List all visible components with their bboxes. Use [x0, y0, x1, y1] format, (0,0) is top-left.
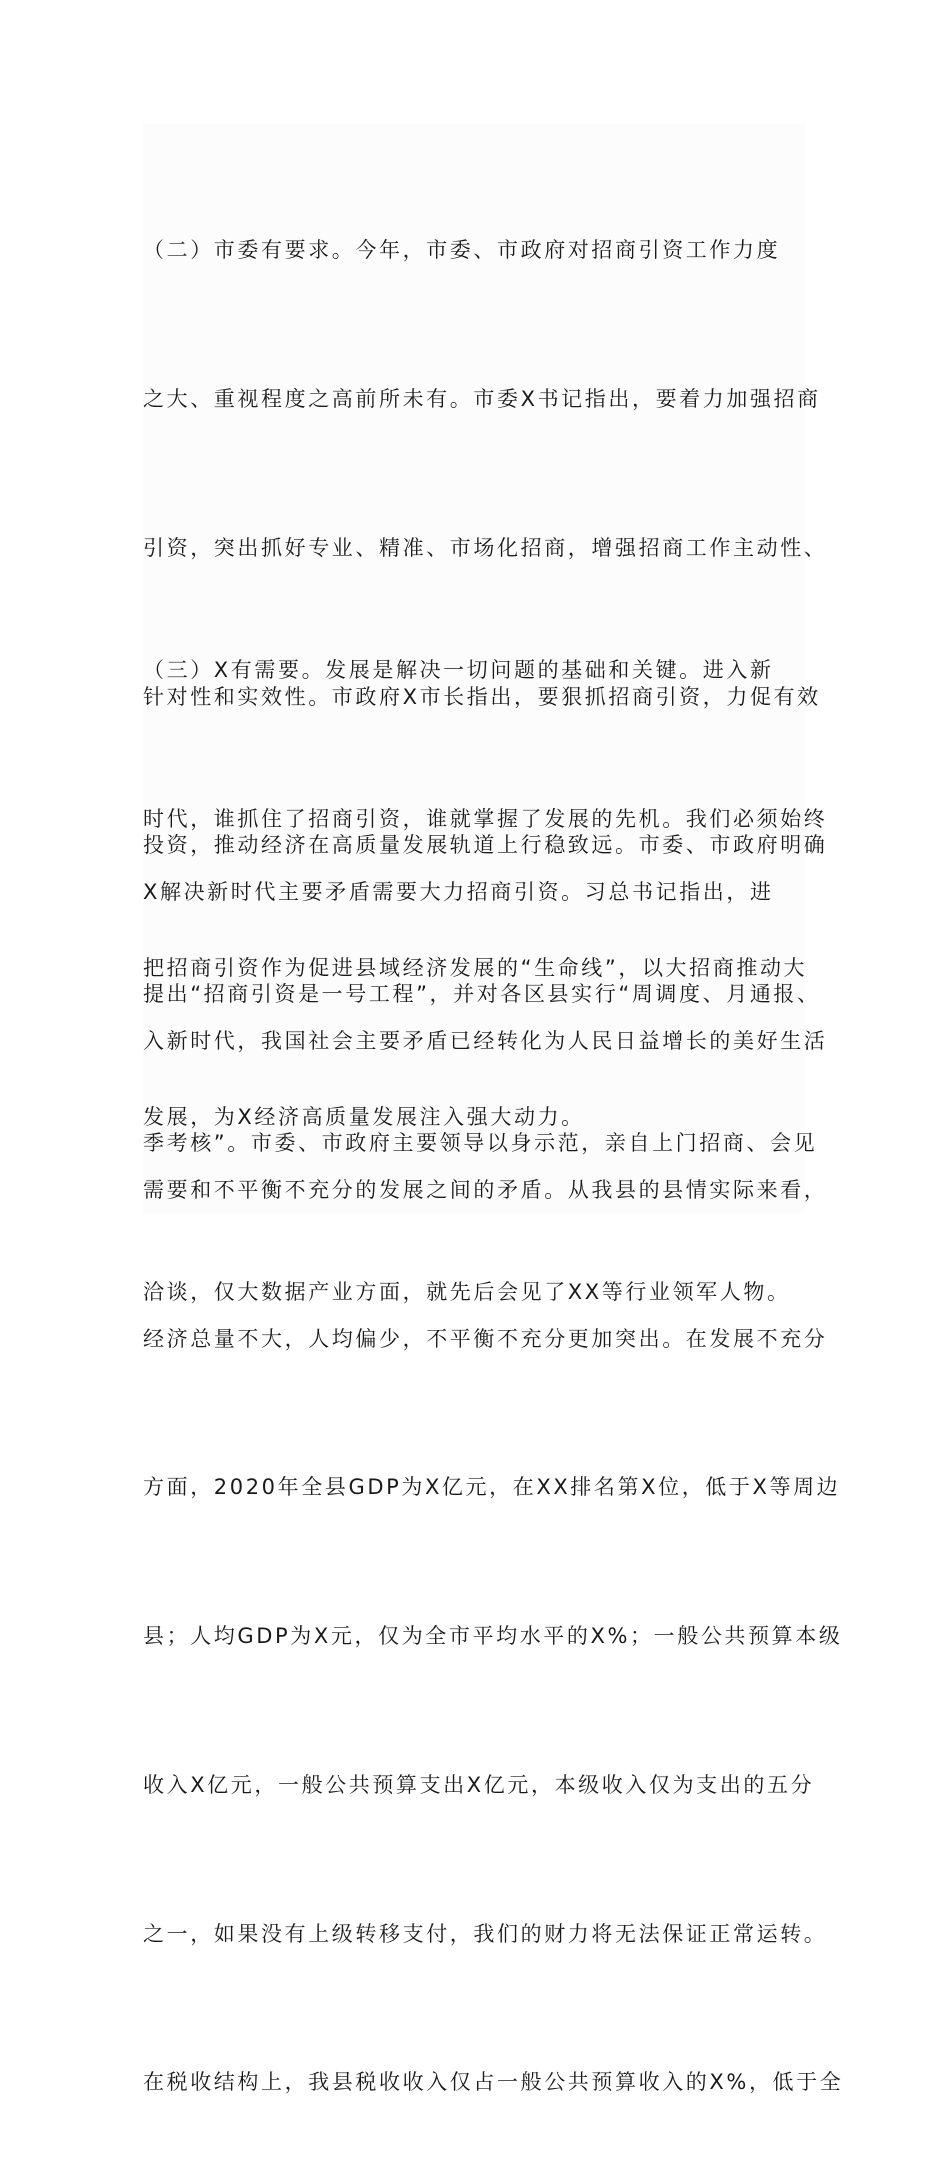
text-line: （三）X有需要。发展是解决一切问题的基础和关键。进入新	[143, 658, 774, 683]
text-line: 投资，推动经济在高质量发展轨道上行稳致远。市委、市政府明确	[143, 833, 828, 858]
text-line: （二）市委有要求。今年，市委、市政府对招商引资工作力度	[143, 238, 781, 263]
text-line: 在税收结构上，我县税收收入仅占一般公共预算收入的X%，低于全	[143, 2070, 844, 2095]
text-line: 入新时代，我国社会主要矛盾已经转化为人民日益增长的美好生活	[143, 1028, 828, 1053]
text-line: 把招商引资作为促进县域经济发展的“生命线”，以大招商推动大	[143, 955, 808, 980]
text-line: 针对性和实效性。市政府X市长指出，要狠抓招商引资，力促有效	[143, 684, 821, 709]
text-line: 季考核”。市委、市政府主要领导以身示范，亲自上门招商、会见	[143, 1130, 818, 1155]
text-line: X解决新时代主要矛盾需要大力招商引资。习总书记指出，进	[143, 880, 774, 905]
text-line: 需要和不平衡不充分的发展之间的矛盾。从我县的县情实际来看，	[143, 1177, 828, 1202]
paragraph-main-contradiction	[143, 769, 844, 2158]
text-line: 县；人均GDP为X元，仅为全市平均水平的X%；一般公共预算本级	[143, 1624, 843, 1649]
text-line: 发展，为X经济高质量发展注入强大动力。	[143, 1104, 585, 1129]
text-line: 方面，2020年全县GDP为X亿元，在XX排名第X位，低于X等周边	[143, 1475, 841, 1500]
text-line: 收入X亿元，一般公共预算支出X亿元，本级收入仅为支出的五分	[143, 1772, 815, 1797]
text-line: 之一，如果没有上级转移支付，我们的财力将无法保证正常运转。	[143, 1921, 828, 1946]
text-line: 洽谈，仅大数据产业方面，就先后会见了XX等行业领军人物。	[143, 1279, 791, 1304]
text-line: 之大、重视程度之高前所未有。市委X书记指出，要着力加强招商	[143, 386, 821, 411]
text-line: 时代，谁抓住了招商引资，谁就掌握了发展的先机。我们必须始终	[143, 806, 828, 831]
text-line: 提出“招商引资是一号工程”，并对各区县实行“周调度、月通报、	[143, 982, 821, 1007]
text-line: 引资，突出抓好专业、精准、市场化招商，增强招商工作主动性、	[143, 535, 828, 560]
text-line: 经济总量不大，人均偏少，不平衡不充分更加突出。在发展不充分	[143, 1326, 828, 1351]
